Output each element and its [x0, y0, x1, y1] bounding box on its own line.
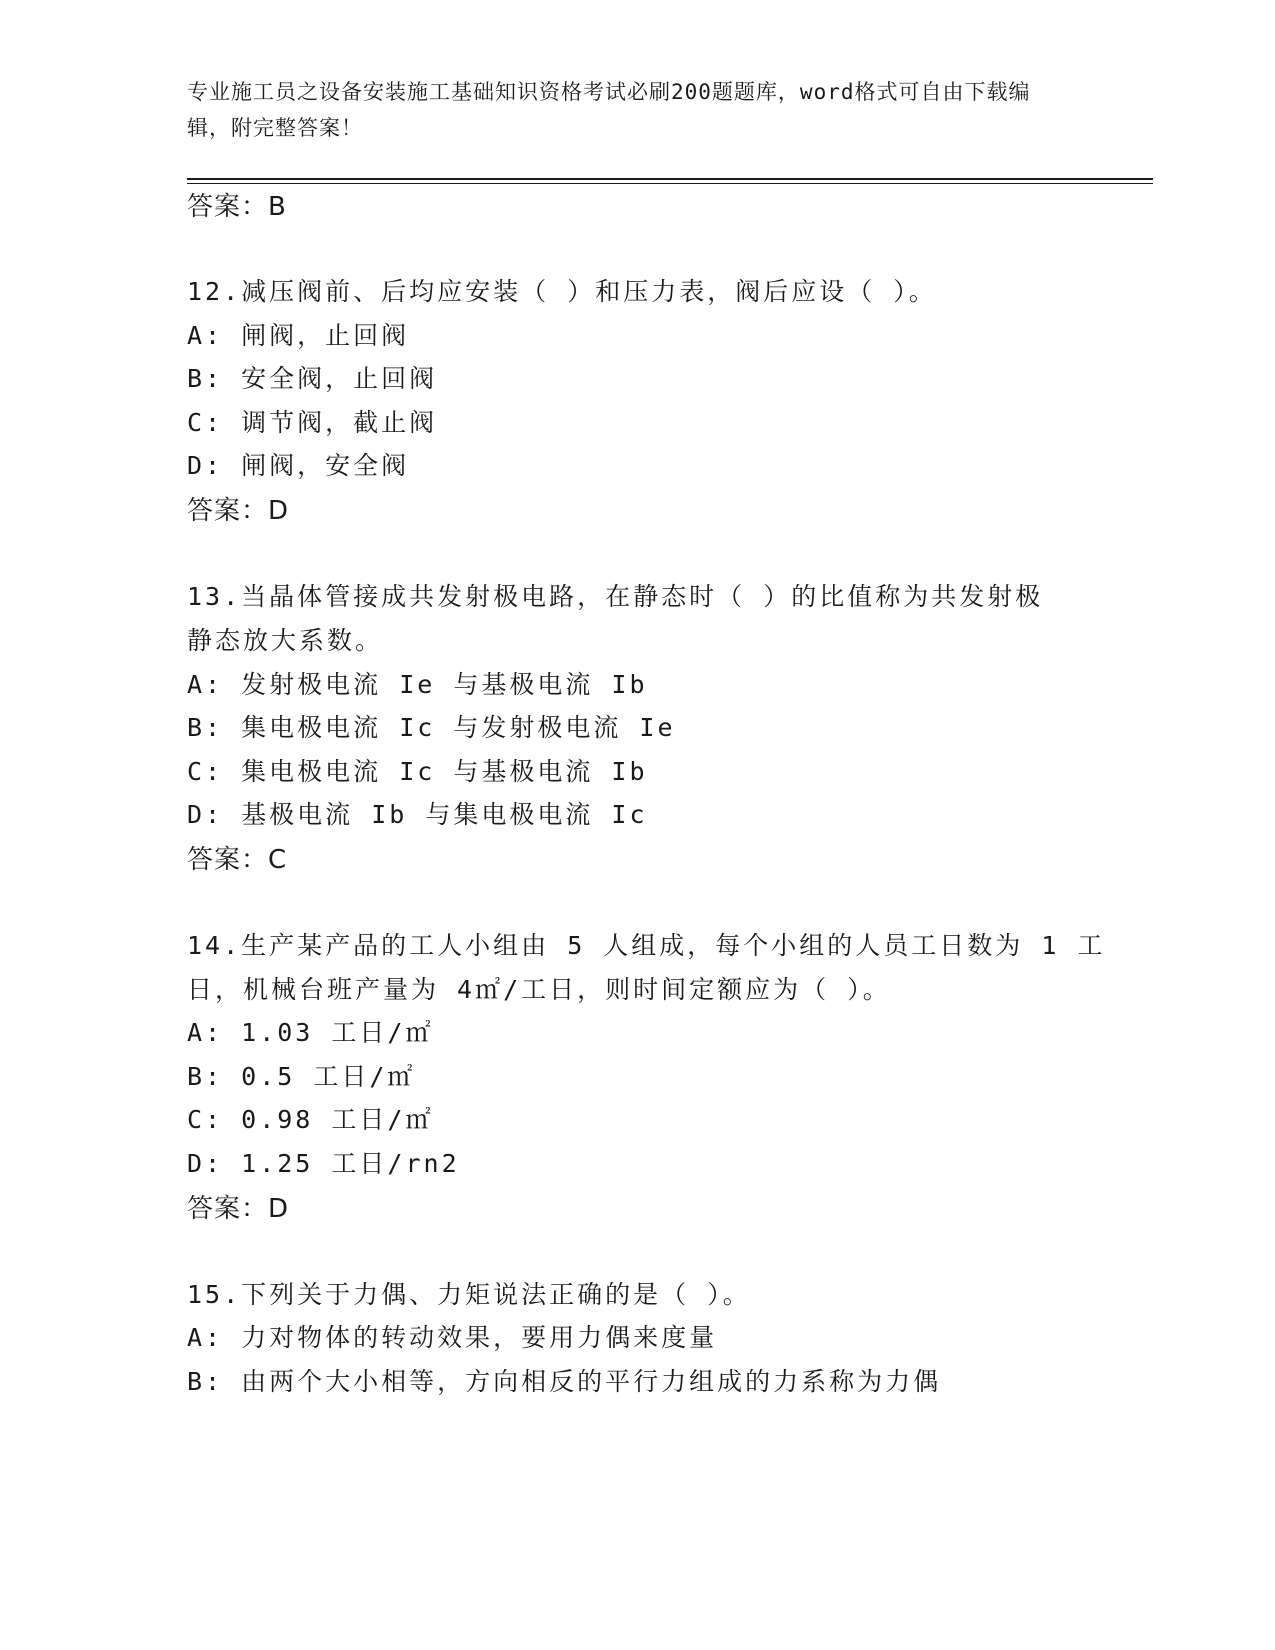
question-15-option-b: B: 由两个大小相等，方向相反的平行力组成的力系称为力偶 — [187, 1367, 942, 1396]
question-12-option-a: A: 闸阀，止回阀 — [187, 321, 410, 350]
question-15-option-a: A: 力对物体的转动效果，要用力偶来度量 — [187, 1323, 718, 1352]
document-header: 专业施工员之设备安装施工基础知识资格考试必刷200题题库，word格式可自由下载编辑，附完整答案！ — [187, 80, 1031, 140]
question-15-stem: 15.下列关于力偶、力矩说法正确的是（ ）。 — [187, 1280, 751, 1309]
question-12-option-d: D: 闸阀，安全阀 — [187, 451, 410, 480]
question-13-stem-line-2: 静态放大系数。 — [187, 626, 384, 655]
question-12-stem: 12.减压阀前、后均应安装（ ）和压力表，阀后应设（ ）。 — [187, 277, 937, 306]
question-14-option-d: D: 1.25 工日/rn2 — [187, 1149, 460, 1178]
question-14-answer: 答案：D — [187, 1194, 290, 1224]
question-13-option-b: B: 集电极电流 Ic 与发射极电流 Ie — [187, 713, 676, 742]
header-divider — [187, 178, 1153, 180]
question-12-option-b: B: 安全阀，止回阀 — [187, 364, 438, 393]
question-13-option-a: A: 发射极电流 Ie 与基极电流 Ib — [187, 670, 648, 699]
question-13-answer: 答案：C — [187, 845, 288, 875]
question-13-option-d: D: 基极电流 Ib 与集电极电流 Ic — [187, 800, 648, 829]
header-divider-thin — [187, 183, 1153, 184]
question-12-option-c: C: 调节阀，截止阀 — [187, 408, 438, 437]
question-12-answer: 答案：D — [187, 496, 290, 526]
question-14-option-c: C: 0.98 工日/㎡ — [187, 1105, 434, 1134]
question-14-stem-line-2: 日，机械台班产量为 4㎡/工日，则时间定额应为（ ）。 — [187, 975, 891, 1004]
question-13-stem-line-1: 13.当晶体管接成共发射极电路，在静态时（ ）的比值称为共发射极 — [187, 582, 1044, 611]
question-13-option-c: C: 集电极电流 Ic 与基极电流 Ib — [187, 757, 648, 786]
question-14-stem-line-1: 14.生产某产品的工人小组由 5 人组成，每个小组的人员工日数为 1 工 — [187, 931, 1106, 960]
question-14-option-a: A: 1.03 工日/㎡ — [187, 1018, 434, 1047]
question-14-option-b: B: 0.5 工日/㎡ — [187, 1062, 416, 1091]
answer-prev: 答案：B — [187, 192, 287, 222]
